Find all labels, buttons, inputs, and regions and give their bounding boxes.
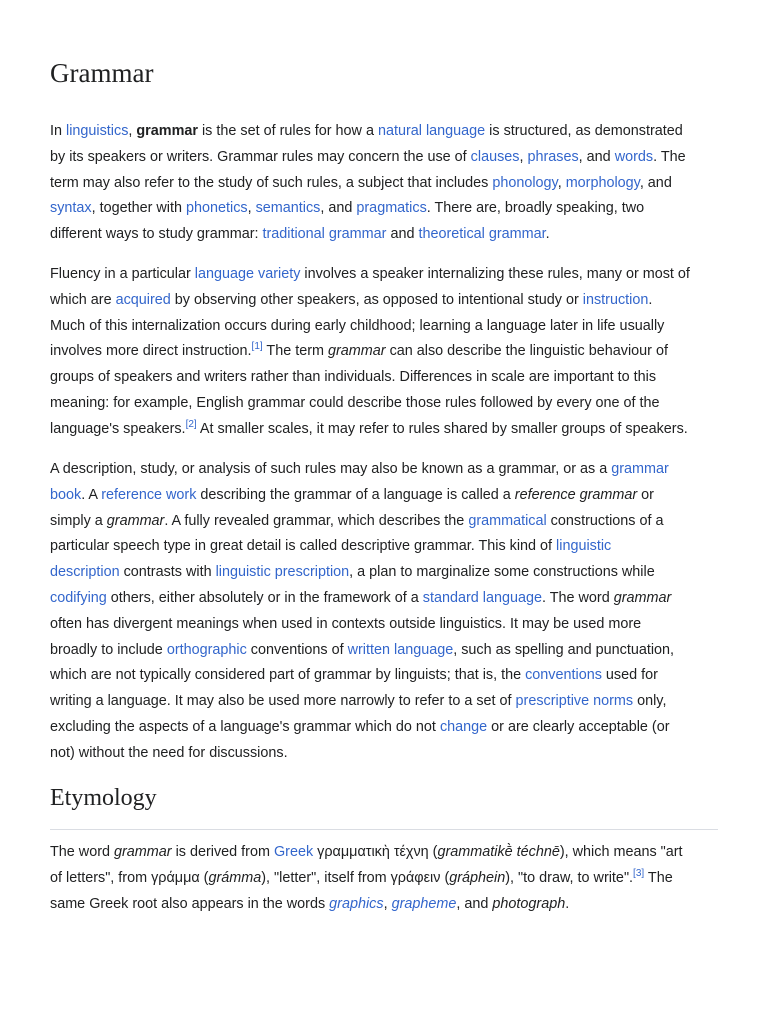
link-clauses[interactable]: clauses	[470, 148, 520, 165]
text-line	[50, 866, 718, 892]
link-codifying[interactable]: codifying	[50, 589, 107, 606]
text-run: , and	[578, 148, 615, 165]
text-run: ,	[557, 174, 566, 191]
text-run: not) without the need for discussions.	[50, 744, 288, 761]
text-run: , together with	[91, 200, 186, 217]
text-run: .	[565, 895, 570, 912]
link-instruction[interactable]: instruction	[582, 291, 649, 308]
citation-link[interactable]: [3]	[633, 867, 645, 879]
text-run: language's speakers.	[50, 420, 186, 437]
text-run: is the set of rules for how a	[197, 123, 378, 139]
text-run: of letters", from γράμμα (	[50, 869, 209, 886]
text-line	[50, 365, 718, 391]
text-run: A description, study, or analysis of such rules may also be known as a grammar, or as a	[50, 461, 612, 477]
section-heading-etymology: Etymology	[50, 785, 157, 811]
text-run: conventions of	[246, 641, 348, 658]
text-run: particular speech type in great detail is called descriptive grammar. This kind of	[50, 538, 557, 555]
intro-paragraph	[50, 119, 718, 248]
bold-term: grammar	[136, 123, 198, 139]
text-run: contrasts with	[119, 564, 216, 581]
reference-superscript	[186, 419, 197, 430]
text-run: . The word	[541, 589, 614, 606]
text-line	[50, 222, 718, 248]
text-run: different ways to study grammar:	[50, 226, 263, 243]
italic-term: grammatikḕ téchnē	[437, 844, 560, 860]
text-run: ), "to draw, to write".	[505, 869, 634, 886]
text-run: can also describe the linguistic behaviour of	[385, 343, 668, 360]
text-line	[50, 145, 718, 171]
link-written-language[interactable]: written language	[347, 641, 454, 658]
text-run: , and	[639, 174, 672, 191]
text-run: .	[545, 226, 550, 243]
text-line	[50, 560, 718, 586]
text-run: . There are, broadly speaking, two	[426, 200, 645, 217]
text-run: ), which means "art	[559, 844, 683, 860]
italic-term: grammar	[613, 589, 672, 606]
text-line	[50, 534, 718, 560]
text-line	[50, 483, 718, 509]
text-line	[50, 741, 718, 767]
link-language-variety[interactable]: language variety	[194, 266, 301, 282]
text-run: or	[637, 486, 654, 503]
fluency-paragraph	[50, 262, 718, 443]
italic-term: grammar	[106, 512, 165, 529]
page-title: Grammar	[50, 58, 154, 88]
link-semantics[interactable]: semantics	[255, 200, 321, 217]
link-linguistic-prescription[interactable]: linguistic prescription	[215, 564, 350, 581]
citation-link[interactable]: [1]	[251, 341, 263, 353]
text-run: In	[50, 123, 66, 139]
text-line	[50, 715, 718, 741]
text-run: same Greek root also appears in the words	[50, 895, 330, 912]
text-line	[50, 339, 718, 365]
link-conventions[interactable]: conventions	[525, 667, 602, 684]
text-run: At smaller scales, it may refer to rules shared by smaller groups of speakers.	[196, 420, 688, 437]
text-run: is derived from	[171, 844, 274, 860]
text-line	[50, 119, 718, 145]
text-line	[50, 638, 718, 664]
description-paragraph	[50, 457, 718, 767]
text-run: , and	[456, 895, 493, 912]
text-run: or are clearly acceptable (or	[487, 718, 670, 735]
link-natural-language[interactable]: natural language	[377, 123, 486, 139]
text-run: involves more direct instruction.	[50, 343, 252, 360]
text-line	[50, 417, 718, 443]
text-run: .	[648, 291, 653, 308]
text-run: The term	[262, 343, 328, 360]
text-run: and	[386, 226, 419, 243]
text-line	[50, 663, 718, 689]
link-theoretical-grammar[interactable]: theoretical grammar	[418, 226, 546, 243]
text-run: involves a speaker internalizing these rules, many or most of	[300, 266, 690, 282]
text-line	[50, 892, 718, 918]
text-run: ,	[247, 200, 256, 217]
text-run: The	[644, 869, 673, 886]
text-line	[50, 171, 718, 197]
text-run: which are	[50, 291, 116, 308]
text-run: ), "letter", itself from γράφειν (	[261, 869, 450, 886]
text-run: , and	[320, 200, 357, 217]
link-linguistic[interactable]: linguistic	[556, 538, 612, 555]
link-description[interactable]: description	[50, 564, 120, 581]
text-run: is structured, as demonstrated	[485, 123, 683, 139]
link-grammatical[interactable]: grammatical	[468, 512, 547, 529]
link-reference-work[interactable]: reference work	[101, 486, 197, 503]
text-run: ,	[519, 148, 528, 165]
text-run: , a plan to marginalize some constructions while	[349, 564, 655, 581]
text-run: broadly to include	[50, 641, 167, 658]
link-phonetics[interactable]: phonetics	[185, 200, 248, 217]
link-greek[interactable]: Greek	[273, 844, 314, 860]
text-run: excluding the aspects of a language's grammar which do not	[50, 718, 440, 735]
text-run: writing a language. It may also be used more narrowly to refer to a set of	[50, 693, 516, 710]
link-traditional-grammar[interactable]: traditional grammar	[262, 226, 387, 243]
link-book[interactable]: book	[50, 486, 82, 503]
text-line	[50, 509, 718, 535]
text-run: groups of speakers and writers rather than individuals. Differences in scale are important to this	[50, 369, 657, 386]
link-standard-language[interactable]: standard language	[422, 589, 542, 606]
link-linguistics[interactable]: linguistics	[66, 123, 129, 139]
text-run: describing the grammar of a language is called a	[196, 486, 515, 503]
text-line	[50, 457, 718, 483]
italic-term: grammar	[328, 343, 386, 360]
text-run: The word	[50, 844, 114, 860]
text-run: . A fully revealed grammar, which describes the	[164, 512, 469, 529]
text-run: by observing other speakers, as opposed to intentional study or	[170, 291, 583, 308]
text-line	[50, 586, 718, 612]
text-line	[50, 840, 718, 866]
italic-term: photograph	[492, 895, 566, 912]
text-line	[50, 196, 718, 222]
link-prescriptive-norms[interactable]: prescriptive norms	[515, 693, 634, 710]
text-line	[50, 391, 718, 417]
text-run: used for	[601, 667, 658, 684]
text-run: ,	[383, 895, 392, 912]
link-pragmatics[interactable]: pragmatics	[356, 200, 427, 217]
text-line	[50, 288, 718, 314]
link-words[interactable]: words	[614, 148, 654, 165]
link-acquired[interactable]: acquired	[115, 291, 171, 308]
text-run: term may also refer to the study of such rules, a subject that includes	[50, 174, 493, 191]
link-grapheme[interactable]: grapheme	[391, 895, 457, 912]
etymology-paragraph	[50, 840, 718, 917]
link-orthographic[interactable]: orthographic	[166, 641, 247, 658]
citation-link[interactable]: [2]	[185, 418, 197, 430]
reference-superscript	[633, 868, 644, 879]
text-line	[50, 689, 718, 715]
text-run: only,	[633, 693, 667, 710]
link-graphics[interactable]: graphics	[329, 895, 384, 912]
text-run: . The	[653, 148, 686, 165]
text-line	[50, 612, 718, 638]
italic-term: gráphein	[449, 869, 506, 886]
text-run: Fluency in a particular	[50, 266, 195, 282]
text-run: γραμματικὴ τέχνη (	[313, 844, 438, 860]
italic-term: grámma	[208, 869, 262, 886]
text-run: which are not typically considered part of grammar by linguists; that is, the	[50, 667, 526, 684]
italic-term: grammar	[114, 844, 172, 860]
text-run: by its speakers or writers. Grammar rules may concern the use of	[50, 148, 471, 165]
text-run: others, either absolutely or in the framework of a	[106, 589, 423, 606]
text-run: often has divergent meanings when used in contexts outside linguistics. It may be used more	[50, 615, 642, 632]
link-change[interactable]: change	[439, 718, 488, 735]
italic-term: reference grammar	[514, 486, 638, 503]
text-run: meaning: for example, English grammar could describe those rules followed by every one of the	[50, 394, 660, 411]
text-run: simply a	[50, 512, 107, 529]
section-divider	[50, 829, 718, 830]
text-run: ,	[128, 123, 137, 139]
link-morphology[interactable]: morphology	[565, 174, 640, 191]
text-line	[50, 314, 718, 340]
reference-superscript	[252, 341, 263, 352]
text-run: . A	[81, 486, 102, 503]
text-run: Much of this internalization occurs during early childhood; learning a language later in life usually	[50, 317, 665, 334]
link-syntax[interactable]: syntax	[50, 200, 92, 217]
link-phrases[interactable]: phrases	[527, 148, 579, 165]
text-line	[50, 262, 718, 288]
link-phonology[interactable]: phonology	[492, 174, 558, 191]
text-run: , such as spelling and punctuation,	[453, 641, 675, 658]
link-grammar[interactable]: grammar	[611, 461, 669, 477]
text-run: constructions of a	[546, 512, 664, 529]
